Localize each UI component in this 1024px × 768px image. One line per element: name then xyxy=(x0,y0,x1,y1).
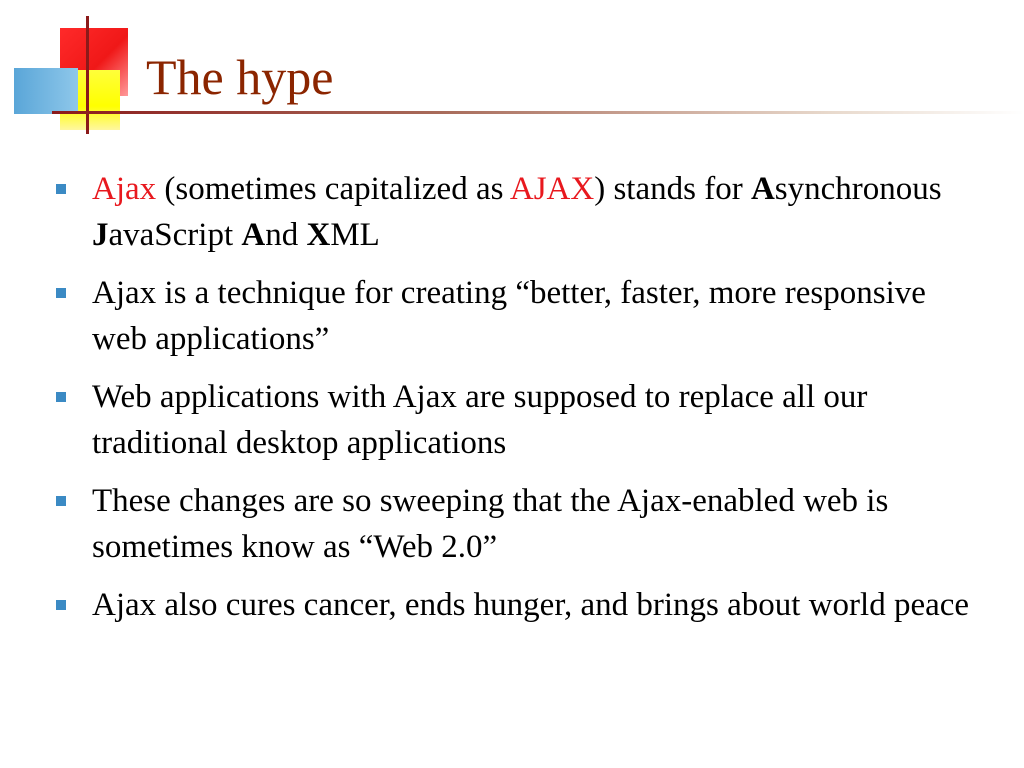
bullet-text-segment: Ajax xyxy=(92,171,157,207)
square-bullet-icon xyxy=(56,392,66,402)
bullet-item xyxy=(50,582,980,628)
bullet-list xyxy=(50,166,980,640)
bullet-text-segment: avaScript xyxy=(108,217,242,253)
bullet-item xyxy=(50,478,980,570)
bullet-text-segment: These changes are so sweeping that the Ajax-enabled web is sometimes know as “Web 2.0” xyxy=(92,483,889,565)
square-bullet-icon xyxy=(56,496,66,506)
bullet-text-segment: Ajax is a technique for creating “better, faster, more responsive web applications” xyxy=(92,275,926,357)
slide-title: The hype xyxy=(146,49,334,105)
square-bullet-icon xyxy=(56,600,66,610)
bullet-text-segment: A xyxy=(241,217,266,253)
bullet-text-segment: synchronous xyxy=(774,171,942,207)
bullet-text-segment: nd xyxy=(265,217,307,253)
bullet-text-segment: Web applications with Ajax are supposed to replace all our traditional desktop applications xyxy=(92,379,868,461)
decorative-vertical-line xyxy=(86,16,89,134)
bullet-text-segment: (sometimes capitalized as xyxy=(156,171,510,207)
title-underline xyxy=(52,111,1024,114)
bullet-text-segment: J xyxy=(92,217,109,253)
bullet-text-segment: ML xyxy=(330,217,380,253)
bullet-text-segment: X xyxy=(306,217,331,253)
bullet-text-segment: Ajax also cures cancer, ends hunger, and brings about world peace xyxy=(92,587,970,623)
bullet-item xyxy=(50,270,980,362)
decorative-blue-rectangle xyxy=(14,68,78,114)
bullet-item xyxy=(50,374,980,466)
bullet-item xyxy=(50,166,980,258)
bullet-text-segment: A xyxy=(750,171,775,207)
bullet-text-segment: AJAX xyxy=(509,171,595,207)
square-bullet-icon xyxy=(56,288,66,298)
bullet-text-segment: ) stands for xyxy=(594,171,751,207)
square-bullet-icon xyxy=(56,184,66,194)
